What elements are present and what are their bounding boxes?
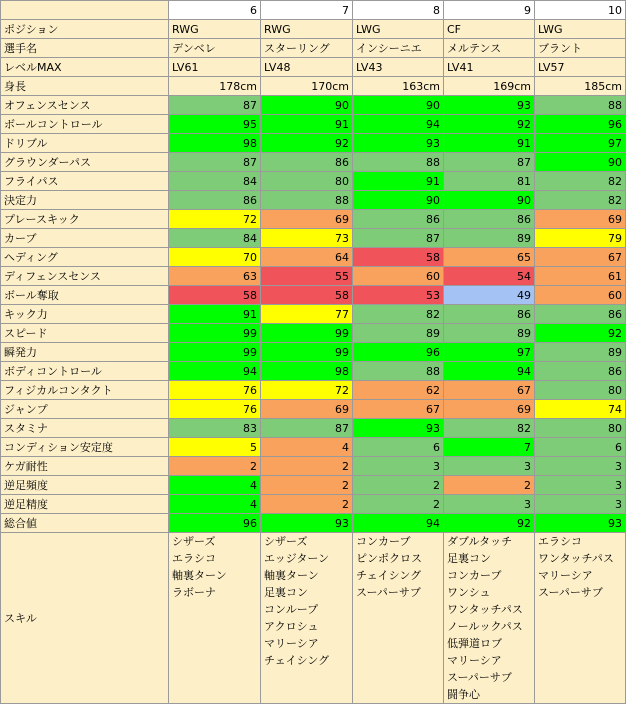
stat-cell[interactable]: 96 bbox=[353, 343, 444, 362]
info-cell[interactable]: LV57 bbox=[535, 58, 626, 77]
stat-cell[interactable]: 93 bbox=[353, 419, 444, 438]
stat-cell[interactable]: 96 bbox=[169, 514, 261, 533]
stat-cell[interactable]: 69 bbox=[261, 400, 353, 419]
row-label[interactable]: 逆足頻度 bbox=[1, 476, 169, 495]
stat-cell[interactable]: 5 bbox=[169, 438, 261, 457]
stat-cell[interactable]: 62 bbox=[353, 381, 444, 400]
row-label[interactable]: 選手名 bbox=[1, 39, 169, 58]
row-label[interactable]: ケガ耐性 bbox=[1, 457, 169, 476]
stat-cell[interactable]: 72 bbox=[169, 210, 261, 229]
skill-item: ワンタッチパス bbox=[538, 552, 614, 565]
stat-cell[interactable]: 67 bbox=[535, 248, 626, 267]
stat-cell[interactable]: 99 bbox=[169, 324, 261, 343]
row-label[interactable]: ボールコントロール bbox=[1, 115, 169, 134]
table-row bbox=[1, 286, 626, 305]
stat-cell[interactable]: 92 bbox=[261, 134, 353, 153]
stat-cell[interactable]: 99 bbox=[169, 343, 261, 362]
row-label[interactable]: 総合値 bbox=[1, 514, 169, 533]
skill-item: マリーシア bbox=[447, 654, 502, 667]
row-label[interactable]: スタミナ bbox=[1, 419, 169, 438]
column-number-row bbox=[1, 1, 626, 20]
stat-cell[interactable]: 90 bbox=[261, 96, 353, 115]
skill-item: コンカーブ bbox=[447, 569, 502, 582]
row-label[interactable]: ディフェンスセンス bbox=[1, 267, 169, 286]
stat-cell[interactable]: 89 bbox=[444, 324, 535, 343]
info-cell[interactable]: デンベレ bbox=[169, 39, 261, 58]
stat-cell[interactable]: 81 bbox=[444, 172, 535, 191]
stat-cell[interactable]: 4 bbox=[169, 476, 261, 495]
row-label[interactable]: スピード bbox=[1, 324, 169, 343]
skill-item: エラシコ bbox=[538, 535, 582, 548]
stat-cell[interactable]: 89 bbox=[444, 229, 535, 248]
skill-item: 足裏コン bbox=[264, 586, 308, 599]
stat-cell[interactable]: 94 bbox=[353, 514, 444, 533]
row-label[interactable]: キック力 bbox=[1, 305, 169, 324]
skills-label[interactable]: スキル bbox=[1, 533, 169, 704]
stat-cell[interactable]: 90 bbox=[353, 96, 444, 115]
stat-cell[interactable]: 53 bbox=[353, 286, 444, 305]
row-label[interactable]: プレースキック bbox=[1, 210, 169, 229]
stat-cell[interactable]: 58 bbox=[353, 248, 444, 267]
stat-cell[interactable]: 3 bbox=[444, 457, 535, 476]
table-row bbox=[1, 362, 626, 381]
table-row bbox=[1, 457, 626, 476]
row-label[interactable]: ボディコントロール bbox=[1, 362, 169, 381]
stat-cell[interactable]: 94 bbox=[444, 362, 535, 381]
stat-cell[interactable]: 88 bbox=[353, 153, 444, 172]
stat-cell[interactable]: 72 bbox=[261, 381, 353, 400]
stat-cell[interactable]: 70 bbox=[169, 248, 261, 267]
stat-cell[interactable]: 97 bbox=[535, 134, 626, 153]
stat-cell[interactable]: 91 bbox=[169, 305, 261, 324]
skill-item: ノールックパス bbox=[447, 620, 523, 633]
table-row bbox=[1, 381, 626, 400]
stat-cell[interactable]: 92 bbox=[444, 514, 535, 533]
row-label[interactable]: コンディション安定度 bbox=[1, 438, 169, 457]
column-number[interactable]: 6 bbox=[169, 1, 261, 20]
stat-cell[interactable]: 82 bbox=[353, 305, 444, 324]
info-cell[interactable]: スターリング bbox=[261, 39, 353, 58]
stat-cell[interactable]: 80 bbox=[535, 419, 626, 438]
info-cell[interactable]: RWG bbox=[169, 20, 261, 39]
stat-cell[interactable]: 96 bbox=[535, 115, 626, 134]
skill-item: ワンシュ bbox=[447, 586, 491, 599]
stat-cell[interactable]: 99 bbox=[261, 343, 353, 362]
stat-cell[interactable]: 93 bbox=[535, 514, 626, 533]
stat-cell[interactable]: 94 bbox=[169, 362, 261, 381]
row-label[interactable]: 身長 bbox=[1, 77, 169, 96]
stat-cell[interactable]: 87 bbox=[444, 153, 535, 172]
skill-item: チェイシング bbox=[264, 654, 330, 667]
table-row bbox=[1, 267, 626, 286]
corner-cell[interactable] bbox=[1, 1, 169, 20]
skill-item: シザーズ bbox=[172, 535, 216, 548]
stat-cell[interactable]: 3 bbox=[353, 457, 444, 476]
table-row bbox=[1, 229, 626, 248]
stat-cell[interactable]: 90 bbox=[535, 153, 626, 172]
stat-cell[interactable]: 95 bbox=[169, 115, 261, 134]
stat-cell[interactable]: 87 bbox=[169, 96, 261, 115]
stat-cell[interactable]: 89 bbox=[353, 324, 444, 343]
stat-cell[interactable]: 92 bbox=[444, 115, 535, 134]
row-label[interactable]: ボール奪取 bbox=[1, 286, 169, 305]
info-cell[interactable]: 169cm bbox=[444, 77, 535, 96]
stat-cell[interactable]: 67 bbox=[444, 381, 535, 400]
table-row bbox=[1, 514, 626, 533]
skill-item: 足裏コン bbox=[447, 552, 491, 565]
info-cell[interactable]: CF bbox=[444, 20, 535, 39]
info-cell[interactable]: LV48 bbox=[261, 58, 353, 77]
info-cell[interactable]: LV61 bbox=[169, 58, 261, 77]
row-label[interactable]: ジャンプ bbox=[1, 400, 169, 419]
row-label[interactable]: ヘディング bbox=[1, 248, 169, 267]
info-cell[interactable]: LV43 bbox=[353, 58, 444, 77]
stat-cell[interactable]: 86 bbox=[535, 362, 626, 381]
stat-cell[interactable]: 2 bbox=[261, 476, 353, 495]
stat-cell[interactable]: 3 bbox=[535, 457, 626, 476]
skill-item: コンカーブ bbox=[356, 535, 411, 548]
skill-item: エラシコ bbox=[172, 552, 216, 565]
stat-cell[interactable]: 67 bbox=[353, 400, 444, 419]
skill-item: チェイシング bbox=[356, 569, 422, 582]
info-cell[interactable]: 170cm bbox=[261, 77, 353, 96]
table-row bbox=[1, 172, 626, 191]
skill-item: 軸裏ターン bbox=[172, 569, 227, 582]
row-label[interactable]: ポジション bbox=[1, 20, 169, 39]
table-row bbox=[1, 20, 626, 39]
stat-cell[interactable]: 60 bbox=[353, 267, 444, 286]
stat-cell[interactable]: 80 bbox=[535, 381, 626, 400]
skill-item: エッジターン bbox=[264, 552, 330, 565]
stat-cell[interactable]: 87 bbox=[353, 229, 444, 248]
skills-cell[interactable] bbox=[169, 533, 261, 704]
table-row bbox=[1, 438, 626, 457]
stat-cell[interactable]: 82 bbox=[444, 419, 535, 438]
stat-cell[interactable]: 86 bbox=[444, 210, 535, 229]
stat-cell[interactable]: 86 bbox=[169, 191, 261, 210]
skills-cell[interactable] bbox=[353, 533, 444, 704]
table-row bbox=[1, 248, 626, 267]
skill-item: マリーシア bbox=[538, 569, 593, 582]
stat-cell[interactable]: 61 bbox=[535, 267, 626, 286]
table-row bbox=[1, 134, 626, 153]
skills-cell[interactable] bbox=[261, 533, 353, 704]
stat-cell[interactable]: 93 bbox=[444, 96, 535, 115]
info-cell[interactable]: LWG bbox=[353, 20, 444, 39]
column-number[interactable]: 8 bbox=[353, 1, 444, 20]
stat-cell[interactable]: 7 bbox=[444, 438, 535, 457]
stat-cell[interactable]: 88 bbox=[261, 191, 353, 210]
stat-cell[interactable]: 87 bbox=[169, 153, 261, 172]
stat-cell[interactable]: 76 bbox=[169, 400, 261, 419]
row-label[interactable]: 決定力 bbox=[1, 191, 169, 210]
stat-cell[interactable]: 88 bbox=[535, 96, 626, 115]
skill-item: シザーズ bbox=[264, 535, 308, 548]
skill-item: スーパーサブ bbox=[356, 586, 421, 599]
table-row bbox=[1, 115, 626, 134]
stat-cell[interactable]: 82 bbox=[535, 191, 626, 210]
stat-cell[interactable]: 99 bbox=[261, 324, 353, 343]
info-cell[interactable]: メルテンス bbox=[444, 39, 535, 58]
stat-cell[interactable]: 2 bbox=[444, 476, 535, 495]
stat-cell[interactable]: 88 bbox=[353, 362, 444, 381]
stat-cell[interactable]: 86 bbox=[353, 210, 444, 229]
stat-cell[interactable]: 2 bbox=[169, 457, 261, 476]
stat-cell[interactable]: 87 bbox=[261, 419, 353, 438]
stat-cell[interactable]: 86 bbox=[444, 305, 535, 324]
info-cell[interactable]: 163cm bbox=[353, 77, 444, 96]
skill-item: ワンタッチパス bbox=[447, 603, 523, 616]
table-row bbox=[1, 324, 626, 343]
stat-cell[interactable]: 76 bbox=[169, 381, 261, 400]
skills-cell[interactable] bbox=[535, 533, 626, 704]
skills-row bbox=[1, 533, 626, 704]
stat-cell[interactable]: 3 bbox=[535, 476, 626, 495]
stat-cell[interactable]: 55 bbox=[261, 267, 353, 286]
info-cell[interactable]: RWG bbox=[261, 20, 353, 39]
column-number[interactable]: 9 bbox=[444, 1, 535, 20]
stat-cell[interactable]: 74 bbox=[535, 400, 626, 419]
stat-cell[interactable]: 86 bbox=[261, 153, 353, 172]
skill-item: ピンポクロス bbox=[356, 552, 422, 565]
stat-cell[interactable]: 6 bbox=[353, 438, 444, 457]
stat-cell[interactable]: 91 bbox=[353, 172, 444, 191]
stat-cell[interactable]: 4 bbox=[261, 438, 353, 457]
stat-cell[interactable]: 69 bbox=[535, 210, 626, 229]
stat-cell[interactable]: 93 bbox=[261, 514, 353, 533]
table-row bbox=[1, 58, 626, 77]
stat-cell[interactable]: 69 bbox=[444, 400, 535, 419]
stat-cell[interactable]: 82 bbox=[535, 172, 626, 191]
stat-cell[interactable]: 63 bbox=[169, 267, 261, 286]
skill-item: ラボーナ bbox=[172, 586, 216, 599]
stat-cell[interactable]: 4 bbox=[169, 495, 261, 514]
table-row bbox=[1, 419, 626, 438]
stat-cell[interactable]: 2 bbox=[353, 495, 444, 514]
stat-cell[interactable]: 79 bbox=[535, 229, 626, 248]
stat-cell[interactable]: 84 bbox=[169, 229, 261, 248]
table-body bbox=[1, 1, 626, 704]
stat-cell[interactable]: 65 bbox=[444, 248, 535, 267]
stat-cell[interactable]: 80 bbox=[261, 172, 353, 191]
stat-cell[interactable]: 83 bbox=[169, 419, 261, 438]
row-label[interactable]: フィジカルコンタクト bbox=[1, 381, 169, 400]
skill-item: 軸裏ターン bbox=[264, 569, 319, 582]
stat-cell[interactable]: 86 bbox=[535, 305, 626, 324]
stat-cell[interactable]: 54 bbox=[444, 267, 535, 286]
stat-cell[interactable]: 98 bbox=[169, 134, 261, 153]
stat-cell[interactable]: 49 bbox=[444, 286, 535, 305]
stat-cell[interactable]: 90 bbox=[444, 191, 535, 210]
stat-cell[interactable]: 6 bbox=[535, 438, 626, 457]
column-number[interactable]: 7 bbox=[261, 1, 353, 20]
stat-cell[interactable]: 73 bbox=[261, 229, 353, 248]
info-cell[interactable]: 178cm bbox=[169, 77, 261, 96]
table-row bbox=[1, 96, 626, 115]
skill-item: コンループ bbox=[264, 603, 319, 616]
stat-cell[interactable]: 58 bbox=[261, 286, 353, 305]
stat-cell[interactable]: 84 bbox=[169, 172, 261, 191]
table-row bbox=[1, 39, 626, 58]
table-row bbox=[1, 476, 626, 495]
stat-cell[interactable]: 92 bbox=[535, 324, 626, 343]
info-cell[interactable]: LV41 bbox=[444, 58, 535, 77]
skill-item: ダブルタッチ bbox=[447, 535, 513, 548]
stat-cell[interactable]: 3 bbox=[535, 495, 626, 514]
column-number[interactable]: 10 bbox=[535, 1, 626, 20]
stat-cell[interactable]: 3 bbox=[444, 495, 535, 514]
table-row bbox=[1, 343, 626, 362]
table-row bbox=[1, 191, 626, 210]
stat-cell[interactable]: 2 bbox=[353, 476, 444, 495]
info-cell[interactable]: ブラント bbox=[535, 39, 626, 58]
table-row bbox=[1, 77, 626, 96]
table-row bbox=[1, 400, 626, 419]
row-label[interactable]: レベルMAX bbox=[1, 58, 169, 77]
row-label[interactable]: カーブ bbox=[1, 229, 169, 248]
stat-cell[interactable]: 91 bbox=[444, 134, 535, 153]
stat-cell[interactable]: 69 bbox=[261, 210, 353, 229]
row-label[interactable]: グラウンダーパス bbox=[1, 153, 169, 172]
stat-cell[interactable]: 94 bbox=[353, 115, 444, 134]
stat-cell[interactable]: 2 bbox=[261, 495, 353, 514]
row-label[interactable]: 瞬発力 bbox=[1, 343, 169, 362]
info-cell[interactable]: LWG bbox=[535, 20, 626, 39]
stat-cell[interactable]: 91 bbox=[261, 115, 353, 134]
stat-cell[interactable]: 90 bbox=[353, 191, 444, 210]
row-label[interactable]: オフェンスセンス bbox=[1, 96, 169, 115]
info-cell[interactable]: 185cm bbox=[535, 77, 626, 96]
skill-item: アクロシュ bbox=[264, 620, 319, 633]
stat-cell[interactable]: 2 bbox=[261, 457, 353, 476]
skill-item: マリーシア bbox=[264, 637, 319, 650]
table-row bbox=[1, 210, 626, 229]
table-row bbox=[1, 153, 626, 172]
stat-cell[interactable]: 64 bbox=[261, 248, 353, 267]
info-cell[interactable]: インシーニエ bbox=[353, 39, 444, 58]
row-label[interactable]: 逆足精度 bbox=[1, 495, 169, 514]
stat-cell[interactable]: 58 bbox=[169, 286, 261, 305]
skill-item: スーパーサブ bbox=[538, 586, 603, 599]
skill-item: スーパーサブ bbox=[447, 671, 512, 684]
row-label[interactable]: フライパス bbox=[1, 172, 169, 191]
table-row bbox=[1, 305, 626, 324]
stat-cell[interactable]: 93 bbox=[353, 134, 444, 153]
stat-cell[interactable]: 98 bbox=[261, 362, 353, 381]
stat-cell[interactable]: 89 bbox=[535, 343, 626, 362]
skill-item: 闘争心 bbox=[447, 688, 480, 701]
stat-cell[interactable]: 60 bbox=[535, 286, 626, 305]
table-row bbox=[1, 495, 626, 514]
stat-cell[interactable]: 77 bbox=[261, 305, 353, 324]
stat-cell[interactable]: 97 bbox=[444, 343, 535, 362]
skills-cell[interactable] bbox=[444, 533, 535, 704]
skill-item: 低弾道ロブ bbox=[447, 637, 502, 650]
row-label[interactable]: ドリブル bbox=[1, 134, 169, 153]
